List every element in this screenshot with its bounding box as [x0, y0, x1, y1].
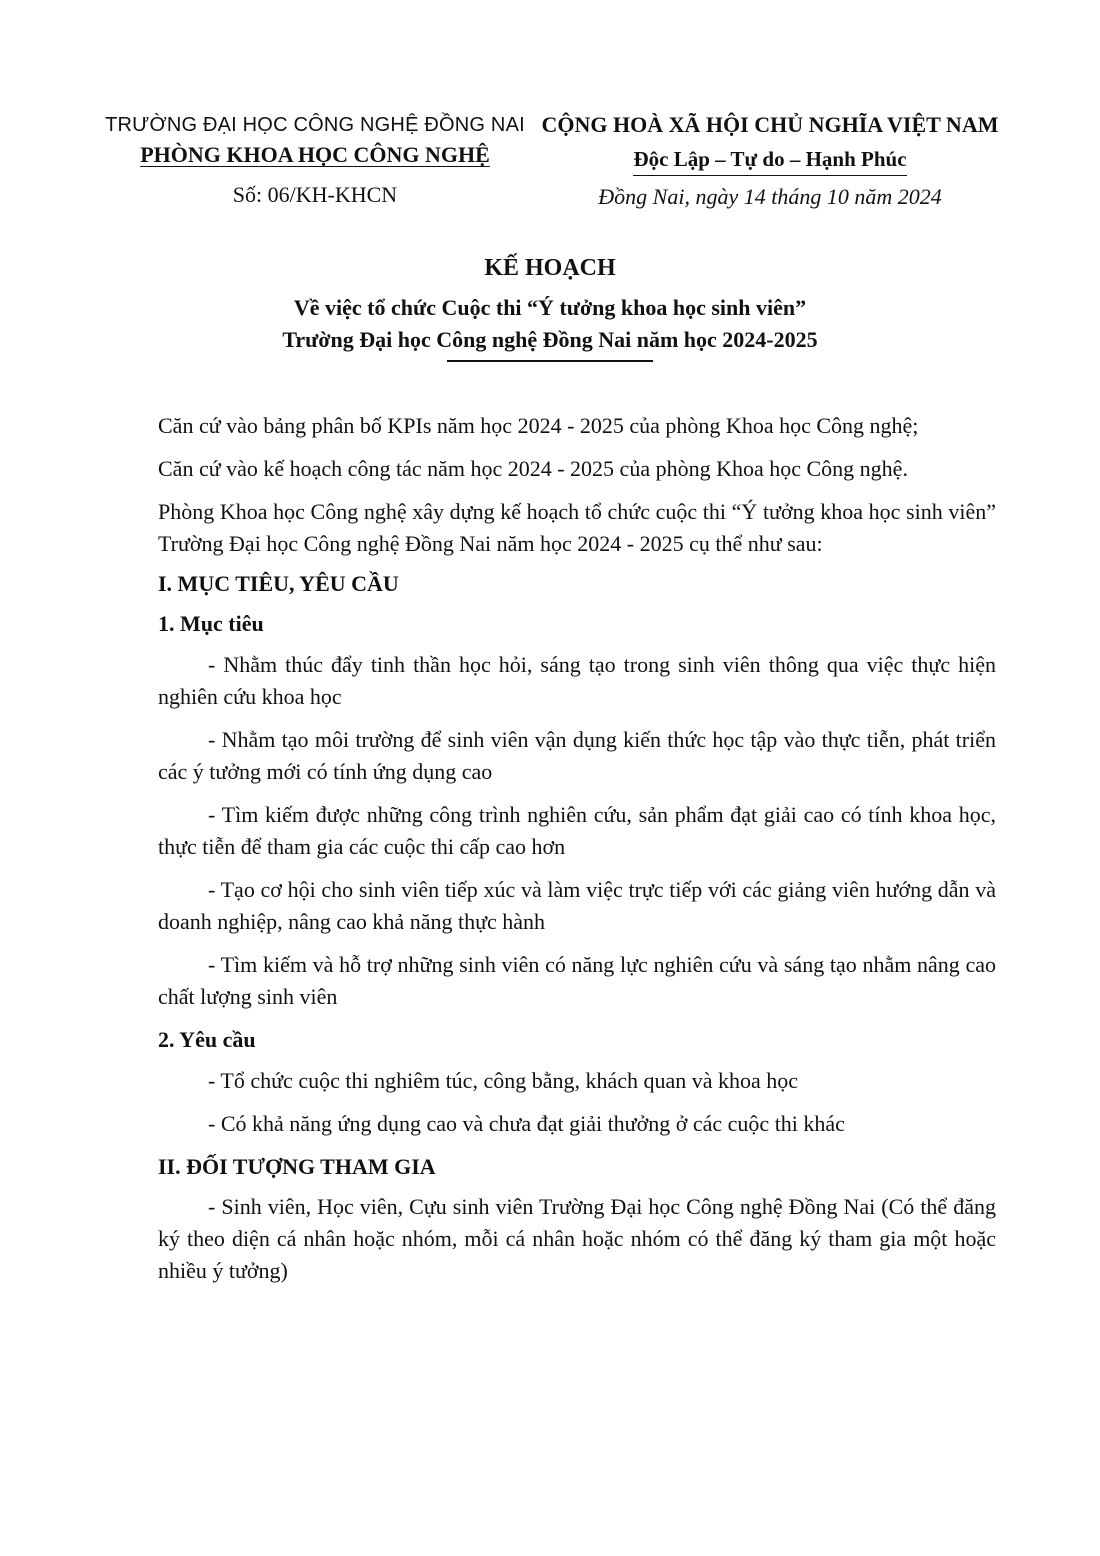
- section-heading-participants: II. ĐỐI TƯỢNG THAM GIA: [158, 1154, 436, 1179]
- document-body: [158, 410, 996, 1298]
- objective-item: - Tìm kiếm và hỗ trợ những sinh viên có năng lực nghiên cứu và sáng tạo nhằm nâng cao chất lượng sinh viên: [158, 952, 996, 1009]
- title-divider: [447, 360, 653, 362]
- requirement-item: - Có khả năng ứng dụng cao và chưa đạt giải thưởng ở các cuộc thi khác: [208, 1111, 845, 1136]
- subsection-heading-requirements: 2. Yêu cầu: [158, 1027, 256, 1052]
- national-title: CỘNG HOÀ XÃ HỘI CHỦ NGHĨA VIỆT NAM: [541, 112, 999, 137]
- document-type-title: KẾ HOẠCH: [484, 255, 616, 281]
- objective-item: - Nhằm tạo môi trường để sinh viên vận dụng kiến thức học tập vào thực tiễn, phát triển các ý tưởng mới có tính ứng dụng cao: [158, 727, 996, 784]
- subsection-heading-objectives: 1. Mục tiêu: [158, 611, 264, 636]
- subtitle-line-1: Về việc tổ chức Cuộc thi “Ý tưởng khoa học sinh viên”: [293, 295, 807, 320]
- intro-statement: Phòng Khoa học Công nghệ xây dựng kế hoạch tổ chức cuộc thi “Ý tưởng khoa học sinh viên” Trường Đại học Công nghệ Đồng Nai năm học 2024 - 2025 cụ thể như sau:: [158, 499, 996, 556]
- legal-basis-2: Căn cứ vào kế hoạch công tác năm học 2024 - 2025 của phòng Khoa học Công nghệ.: [158, 456, 908, 481]
- objective-item: - Nhằm thúc đẩy tinh thần học hỏi, sáng tạo trong sinh viên thông qua việc thực hiện nghiên cứu khoa học: [158, 652, 996, 709]
- section-heading-objectives-requirements: I. MỤC TIÊU, YÊU CẦU: [158, 571, 399, 596]
- requirement-item: - Tổ chức cuộc thi nghiêm túc, công bằng, khách quan và khoa học: [208, 1068, 799, 1093]
- issuer-header: [100, 110, 530, 210]
- document-title-block: [0, 252, 1100, 362]
- school-name: TRƯỜNG ĐẠI HỌC CÔNG NGHỆ ĐỒNG NAI: [105, 114, 525, 136]
- objective-item: - Tạo cơ hội cho sinh viên tiếp xúc và làm việc trực tiếp với các giảng viên hướng dẫn và doanh nghiệp, nâng cao khả năng thực hành: [158, 877, 996, 934]
- legal-basis-1: Căn cứ vào bảng phân bố KPIs năm học 2024 - 2025 của phòng Khoa học Công nghệ;: [158, 413, 919, 438]
- department-name: PHÒNG KHOA HỌC CÔNG NGHỆ: [140, 142, 490, 167]
- objective-item: - Tìm kiếm được những công trình nghiên cứu, sản phẩm đạt giải cao có tính khoa học, thực tiễn để tham gia các cuộc thi cấp cao hơn: [158, 802, 996, 859]
- subtitle-line-2: Trường Đại học Công nghệ Đồng Nai năm học 2024-2025: [282, 327, 818, 352]
- document-number: Số: 06/KH-KHCN: [232, 182, 398, 207]
- participant-item: - Sinh viên, Học viên, Cựu sinh viên Trường Đại học Công nghệ Đồng Nai (Có thể đăng ký theo diện cá nhân hoặc nhóm, mỗi cá nhân hoặc nhóm có thể đăng ký tham gia một hoặc nhiều ý tưởng): [158, 1194, 996, 1283]
- place-date: Đồng Nai, ngày 14 tháng 10 năm 2024: [598, 184, 942, 209]
- national-header: [530, 110, 1010, 212]
- national-motto: Độc Lập – Tự do – Hạnh Phúc: [633, 144, 906, 176]
